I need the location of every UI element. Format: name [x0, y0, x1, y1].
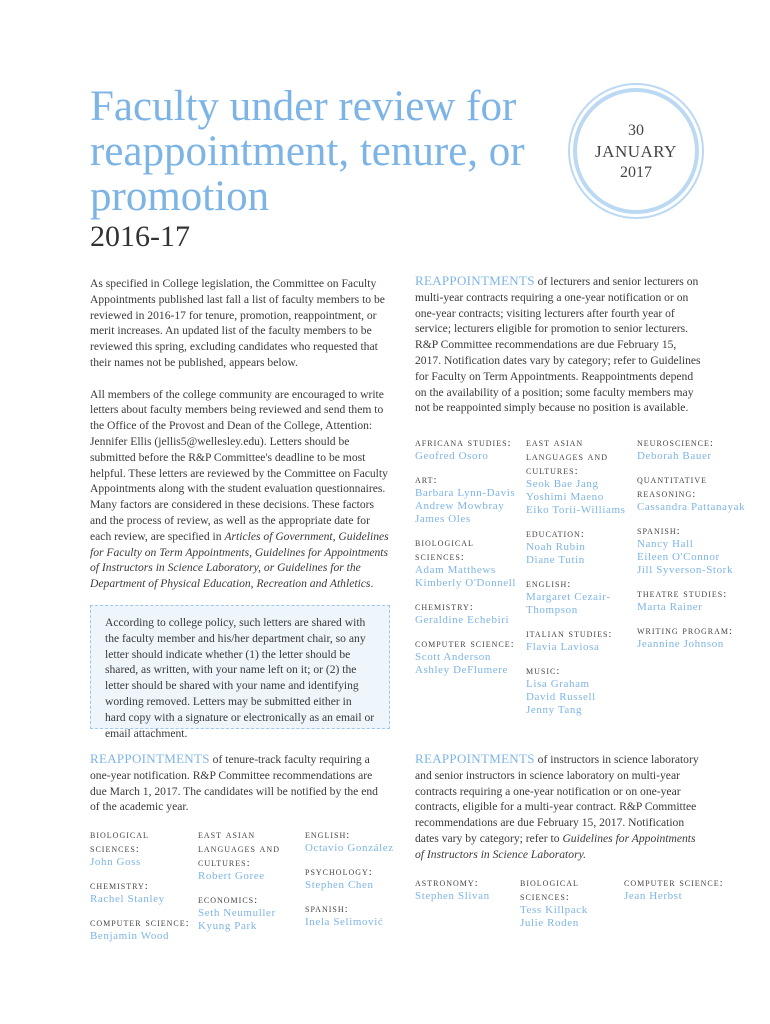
faculty-name: Adam Matthews	[415, 564, 496, 576]
department-label: neuroscience:	[637, 437, 714, 449]
department-entry	[624, 876, 744, 903]
faculty-name: Geraldine Echebiri	[415, 614, 510, 626]
instructors-col-1	[415, 876, 515, 913]
department-entry	[90, 879, 196, 906]
department-label: english:	[305, 829, 351, 841]
faculty-name: Rachel Stanley	[90, 893, 165, 905]
faculty-name: Andrew Mowbray	[415, 500, 505, 512]
lecturers-intro: REAPPOINTMENTS of lecturers and senior lecturers on multi-year contracts requiring a one-year notification or on one-year contracts; visiting lecturers after fourth year of service; lecturers eligible for promotion to senior lecturers. R&P Committee recommendations are due February 15, 2017. Notification dates vary by category; refer to Guidelines for Faculty on Term Appointments. Reappointments depend on the availability of a position; some faculty members may not be reappointed simply because no position is available.	[415, 273, 701, 415]
faculty-name: James Oles	[415, 513, 471, 525]
faculty-name: Stephen Chen	[305, 879, 374, 891]
faculty-name: Eiko Torii-Williams	[526, 504, 626, 516]
faculty-name: Diane Tutin	[526, 554, 585, 566]
academic-year: 2016-17	[90, 220, 190, 253]
department-label: africana studies:	[415, 437, 512, 449]
department-label: education:	[526, 528, 585, 540]
department-entry	[526, 527, 638, 567]
lecturers-list	[415, 436, 765, 716]
faculty-name: Nancy Hall	[637, 538, 694, 550]
department-label: quantitative reasoning:	[637, 474, 708, 500]
department-entry	[526, 577, 638, 617]
tenure-track-col-1	[90, 828, 196, 953]
faculty-name: Scott Anderson	[415, 651, 491, 663]
tenure-track-col-2	[198, 828, 306, 943]
faculty-name: John Goss	[90, 856, 141, 868]
department-label: writing program:	[637, 625, 734, 637]
department-label: spanish:	[637, 525, 681, 537]
department-label: music:	[526, 665, 561, 677]
lecturers-col-3	[637, 436, 767, 661]
faculty-name: Noah Rubin	[526, 541, 586, 553]
instructors-heading: REAPPOINTMENTS	[415, 751, 535, 766]
faculty-name: Flavia Laviosa	[526, 641, 600, 653]
faculty-name: Inela Selimović	[305, 916, 384, 928]
department-entry	[415, 876, 515, 903]
faculty-name: Cassandra Pattanayak	[637, 501, 746, 513]
department-entry	[415, 473, 523, 526]
department-entry	[305, 828, 395, 855]
department-label: art:	[415, 474, 438, 486]
department-label: economics:	[198, 894, 259, 906]
department-entry	[526, 627, 638, 654]
department-label: biological sciences:	[520, 877, 579, 903]
instructors-col-3	[624, 876, 744, 913]
policy-callout	[90, 605, 390, 740]
department-label: biological sciences:	[90, 829, 149, 855]
intro-text	[90, 276, 392, 592]
department-entry	[415, 600, 523, 627]
date-year: 2017	[620, 163, 652, 181]
faculty-name: Jill Syverson-Stork	[637, 564, 734, 576]
faculty-name: David Russell	[526, 691, 596, 703]
department-label: biological sciences:	[415, 537, 474, 563]
faculty-name: Jeannine Johnson	[637, 638, 724, 650]
department-label: computer science:	[415, 638, 515, 650]
faculty-name: Seok Bae Jang	[526, 478, 599, 490]
department-label: computer science:	[624, 877, 724, 889]
department-label: east asian languages and cultures:	[526, 437, 608, 477]
lecturers-col-1	[415, 436, 523, 687]
tenure-track-col-3	[305, 828, 395, 939]
instructors-intro: REAPPOINTMENTS of instructors in science laboratory and senior instructors in science laboratory on multi-year contracts requiring a one-year notification or on one-year contracts, eligible for a multi-year contract. R&P Committee recommendations are due February 15, 2017. Notification dates vary by category; refer to Guidelines for Appointments of Instructors in Science Laboratory.	[415, 751, 699, 861]
faculty-name: Benjamin Wood	[90, 930, 170, 942]
faculty-name: Stephen Slivan	[415, 890, 490, 902]
department-entry	[637, 524, 767, 577]
department-entry	[198, 828, 306, 883]
department-label: psychology:	[305, 866, 373, 878]
department-label: spanish:	[305, 903, 349, 915]
faculty-name: Robert Goree	[198, 870, 265, 882]
instructors-list	[415, 876, 755, 946]
instructors-col-2	[520, 876, 620, 940]
department-entry	[526, 664, 638, 717]
faculty-name: Seth Neumuller	[198, 907, 276, 919]
department-label: computer science:	[90, 917, 190, 929]
faculty-name: Julie Roden	[520, 917, 579, 929]
faculty-name: Yoshimi Maeno	[526, 491, 604, 503]
faculty-name: Barbara Lynn-Davis	[415, 487, 516, 499]
department-entry	[198, 893, 306, 933]
department-entry	[637, 624, 767, 651]
department-label: east asian languages and cultures:	[198, 829, 280, 869]
department-label: chemistry:	[90, 880, 149, 892]
department-label: italian studies:	[526, 628, 613, 640]
faculty-name: Deborah Bauer	[637, 450, 712, 462]
department-entry	[415, 536, 523, 590]
faculty-name: Jenny Tang	[526, 704, 583, 716]
department-entry	[305, 865, 395, 892]
department-label: chemistry:	[415, 601, 474, 613]
faculty-name: Kimberly O'Donnell	[415, 577, 517, 589]
department-entry	[90, 916, 196, 943]
faculty-name: Lisa Graham	[526, 678, 590, 690]
department-entry	[637, 587, 767, 614]
faculty-name: Jean Herbst	[624, 890, 683, 902]
department-label: english:	[526, 578, 572, 590]
lecturers-col-2	[526, 436, 638, 727]
intro-paragraph-2: All members of the college community are encouraged to write letters about faculty members being reviewed and send them to the Office of the Provost and Dean of the College, Attention: Jennifer Ellis (jellis5@wellesley.edu). Letters should be submitted before the R&P Committee's deadline to be most helpful. These letters are reviewed by the Committee on Faculty Appointments along with the student evaluation questionnaires. Many factors are considered in these decisions. These factors and the process of review, as well as the appropriate date for each review, are specified in Articles of Government, Guidelines for Faculty on Term Appointments, Guidelines for Appointments of Instructors in Science Laboratory, or Guidelines for the Department of Physical Education, Recreation and Athletics.	[90, 387, 389, 591]
department-entry	[526, 436, 638, 517]
tenure-track-list	[90, 828, 394, 942]
department-entry	[637, 436, 767, 463]
tenure-track-intro: REAPPOINTMENTS of tenure-track faculty requiring a one-year notification. R&P Committee recommendations are due March 1, 2017. The candidates will be notified by the end of the academic year.	[90, 751, 378, 814]
faculty-name: Geofred Osoro	[415, 450, 489, 462]
tenure-track-heading: REAPPOINTMENTS	[90, 751, 210, 766]
department-label: astronomy:	[415, 877, 479, 889]
faculty-name: Octavio González	[305, 842, 394, 854]
department-entry	[305, 902, 395, 929]
faculty-name: Margaret Cezair-Thompson	[526, 591, 611, 616]
department-entry	[415, 637, 523, 677]
faculty-name: Ashley DeFlumere	[415, 664, 508, 676]
faculty-name: Kyung Park	[198, 920, 257, 932]
page-title: Faculty under review for reappointment, tenure, or promotion	[90, 83, 525, 220]
department-entry	[637, 473, 767, 514]
lecturers-heading: REAPPOINTMENTS	[415, 273, 535, 288]
department-entry	[90, 828, 196, 869]
department-entry	[415, 436, 523, 463]
date-badge	[568, 83, 704, 219]
faculty-name: Marta Rainer	[637, 601, 703, 613]
date-day: 30	[628, 121, 644, 139]
faculty-name: Tess Killpack	[520, 904, 588, 916]
faculty-name: Eileen O'Connor	[637, 551, 720, 563]
department-label: theatre studies:	[637, 588, 728, 600]
callout-text: According to college policy, such letters are shared with the faculty member and his/her department chair, so any letter should indicate whether (1) the letter should be shared, as written, with your name left on it; or (2) the letter should be shared with your name and identifying wording removed. Letters may be submitted either in hard copy with a signature or electronically as an email or email attachment.	[105, 616, 375, 740]
department-entry	[520, 876, 620, 930]
date-month: JANUARY	[595, 141, 677, 161]
intro-paragraph-1: As specified in College legislation, the Committee on Faculty Appointments published last fall a list of faculty members to be reviewed in 2016-17 for tenure, promotion, reappointment, or merit increases. An updated list of the faculty members to be reviewed this spring, excluding candidates who requested that their names not be published, appears below.	[90, 277, 385, 369]
